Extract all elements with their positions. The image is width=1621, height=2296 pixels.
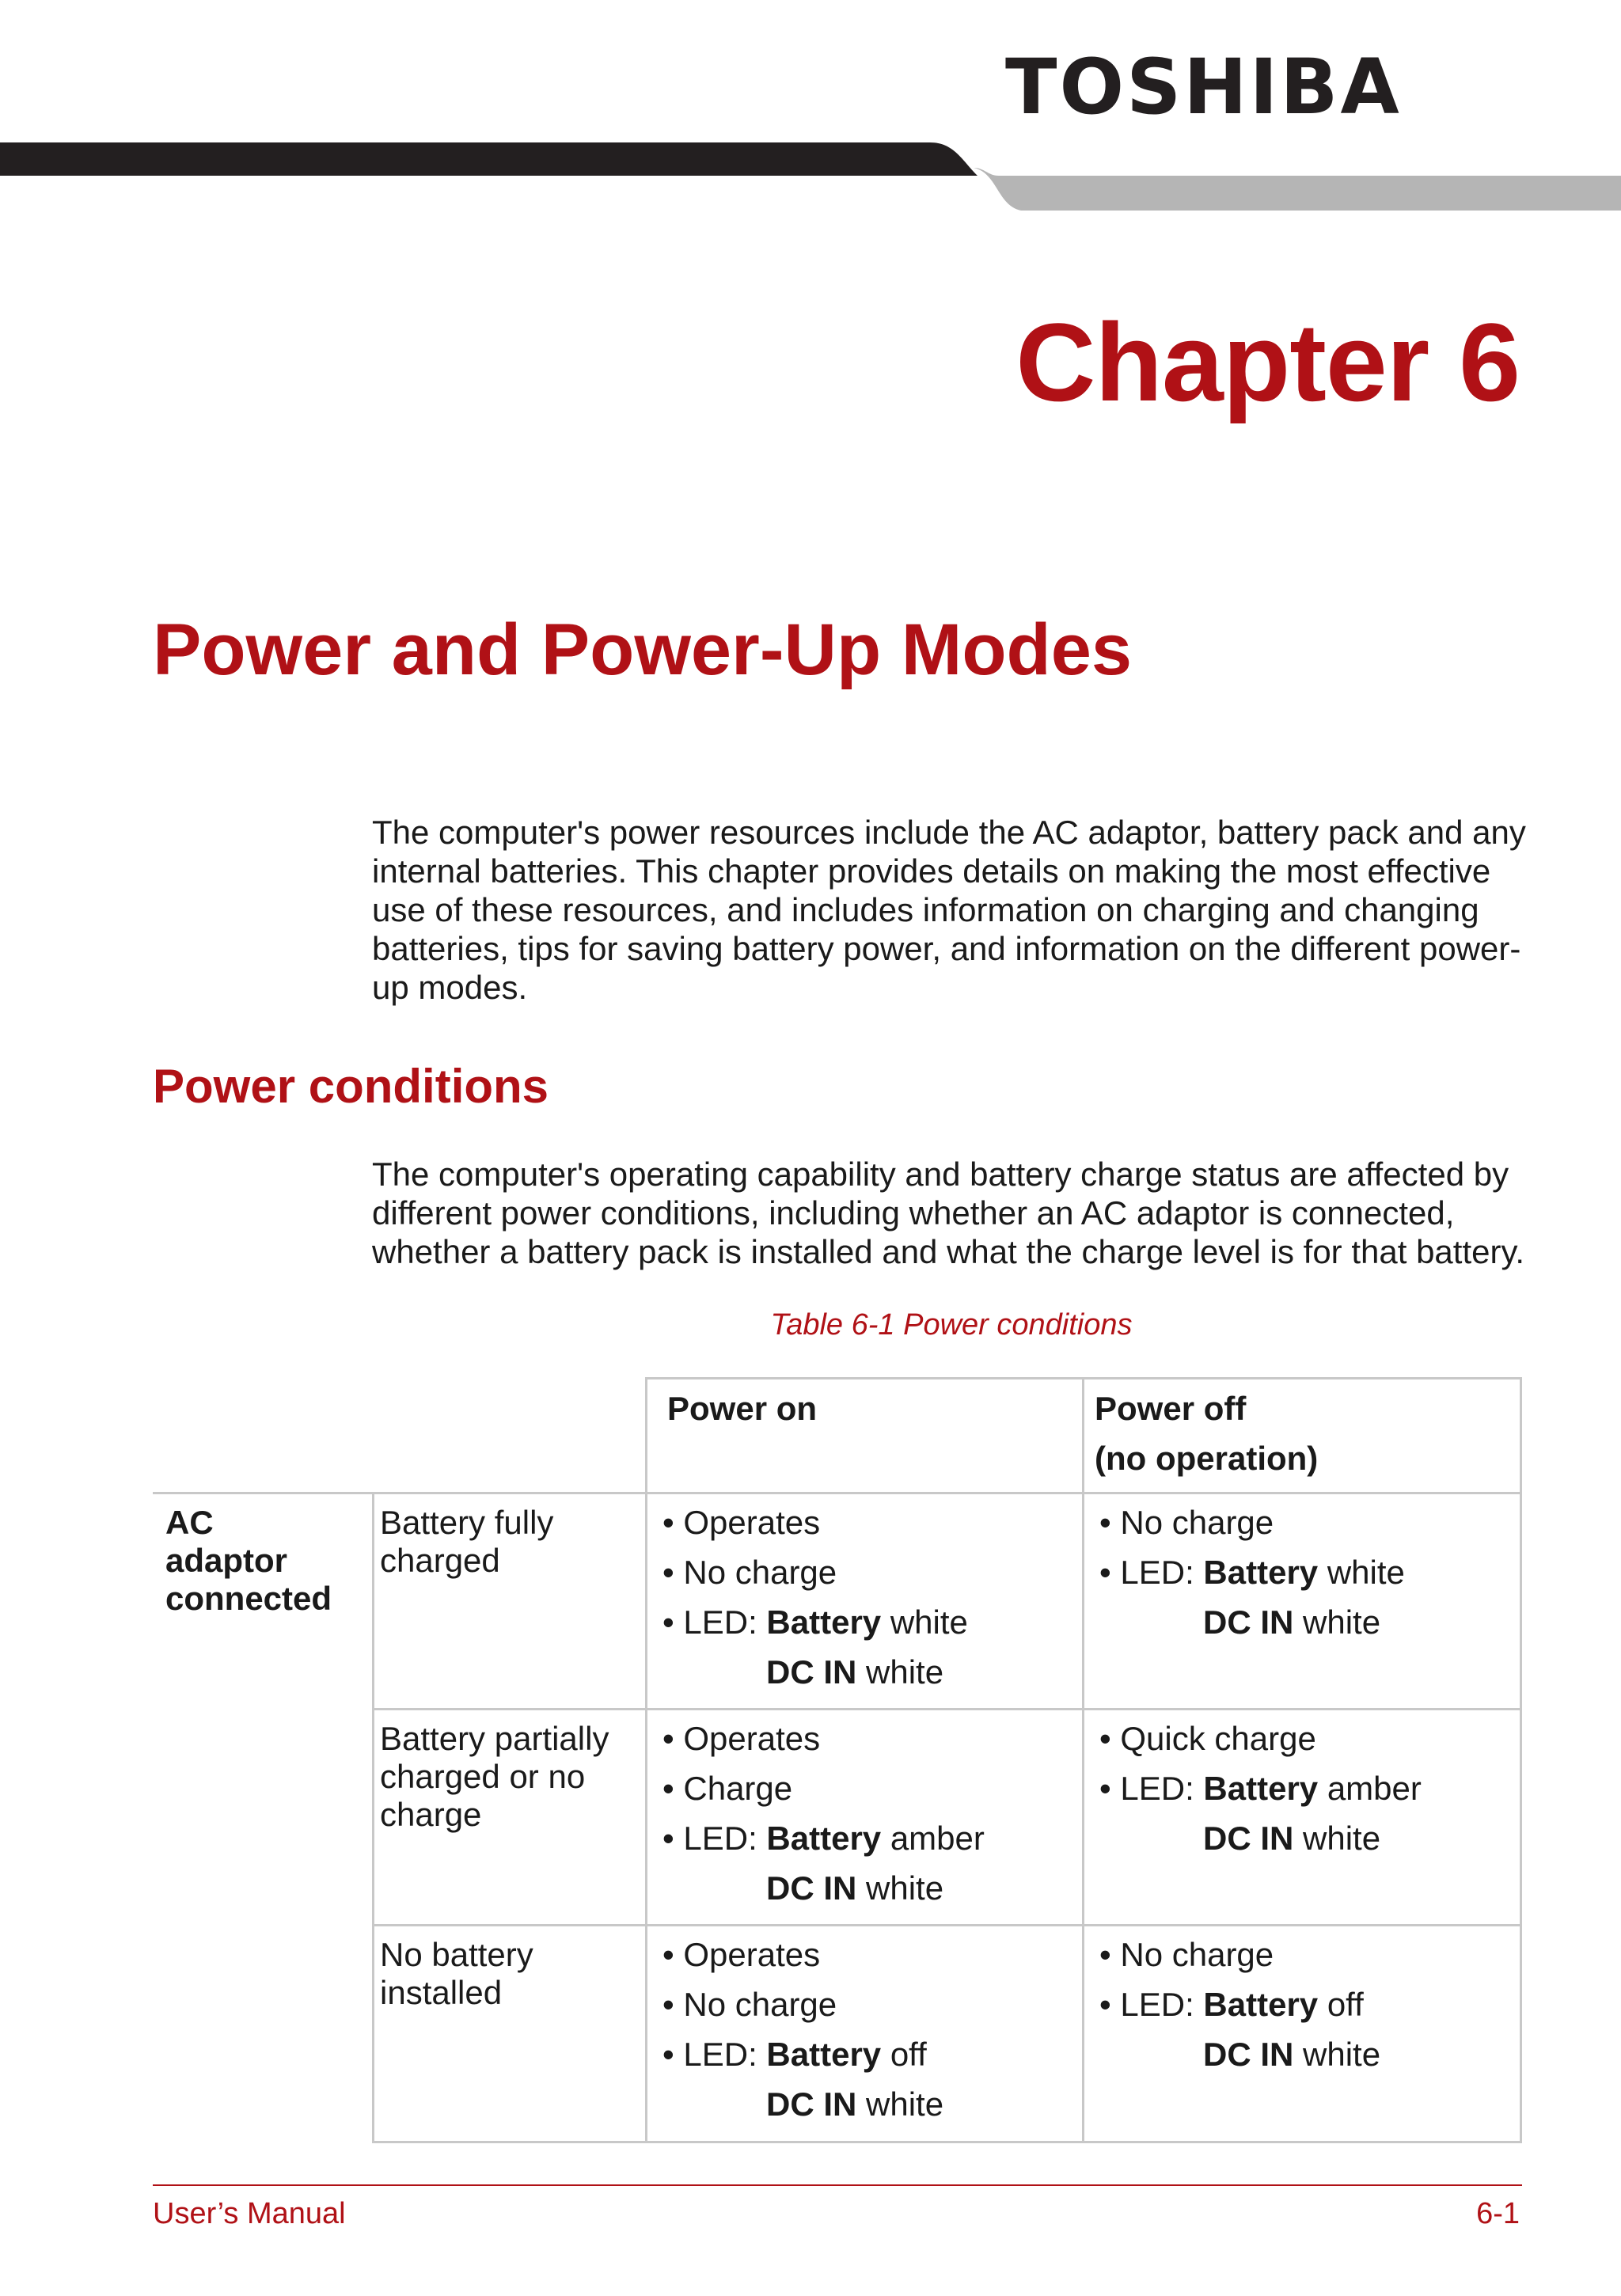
page-title: Power and Power-Up Modes xyxy=(153,609,1133,690)
header-band xyxy=(0,141,1621,212)
power-off-cell: • No charge • LED: Battery white DC IN white xyxy=(1099,1504,1405,1641)
section-title: Power conditions xyxy=(153,1060,549,1113)
table-rule xyxy=(372,1708,1522,1710)
row-label: Battery partially charged or no charge xyxy=(380,1720,609,1833)
intro-paragraph: The computer's power resources include the AC adaptor, battery pack and any internal batteries. This chapter provides details on making the most effective use of these resources, and includes information on charging and changing batteries, tips for saving battery power, and information on the different power-up modes. xyxy=(372,814,1526,1006)
chapter-label: Chapter 6 xyxy=(1015,300,1520,424)
table-rule xyxy=(372,1492,374,2143)
footer-page-number: 6-1 xyxy=(1476,2197,1520,2230)
table-rule xyxy=(1082,1377,1084,2143)
footer-manual-title: User’s Manual xyxy=(153,2197,346,2230)
section-body: The computer's operating capability and battery charge status are affected by different power conditions, including whether an AC adaptor is connected, whether a battery pack is installed and what the charge level is for that battery. xyxy=(372,1156,1525,1270)
row-label: No battery installed xyxy=(380,1936,533,2011)
brand-logo: TOSHIBA xyxy=(1005,43,1402,131)
power-on-cell: • Operates • No charge • LED: Battery off DC IN white xyxy=(662,1936,944,2123)
power-off-cell: • No charge • LED: Battery off DC IN white xyxy=(1099,1936,1381,2073)
table-caption: Table 6-1 Power conditions xyxy=(770,1308,1133,1342)
row-group-label: AC adaptor connected xyxy=(165,1504,332,1617)
power-off-cell: • Quick charge • LED: Battery amber DC IN white xyxy=(1099,1720,1422,1857)
table-rule xyxy=(645,1377,647,2143)
header-power-off: Power off (no operation) xyxy=(1095,1390,1319,1477)
table-rule xyxy=(1520,1377,1522,2143)
power-conditions-table xyxy=(153,1377,1522,2143)
row-label: Battery fully charged xyxy=(380,1504,554,1579)
power-on-cell: • Operates • No charge • LED: Battery white DC IN white xyxy=(662,1504,968,1691)
header-power-on: Power on xyxy=(667,1390,818,1427)
table-rule xyxy=(372,2141,1522,2143)
table-rule xyxy=(372,1924,1522,1926)
power-on-cell: • Operates • Charge • LED: Battery amber DC IN white xyxy=(662,1720,985,1907)
footer-rule xyxy=(153,2184,1522,2186)
table-rule xyxy=(153,1492,1522,1494)
